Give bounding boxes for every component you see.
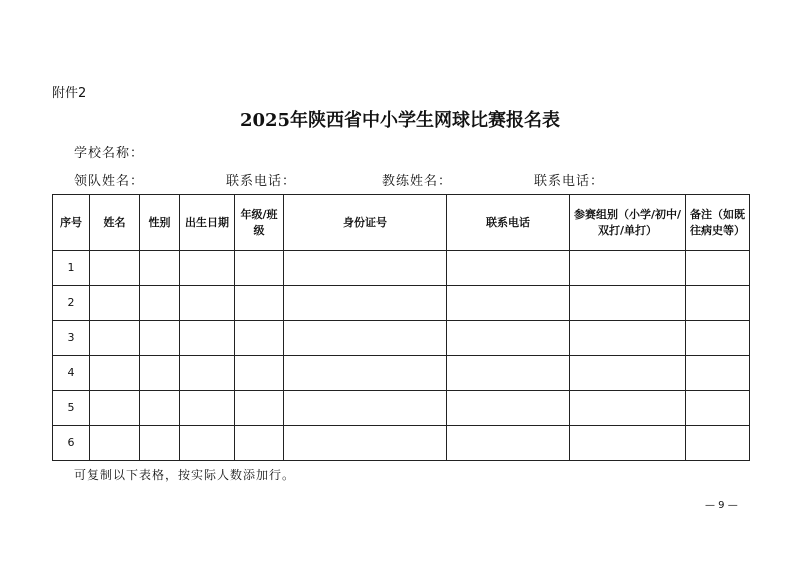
- table-row: [53, 286, 750, 321]
- grade-cell[interactable]: [235, 391, 284, 426]
- header-phone: 联系电话: [447, 195, 570, 251]
- group-cell[interactable]: [570, 286, 686, 321]
- header-gender: 性别: [140, 195, 180, 251]
- table-row: [53, 391, 750, 426]
- row-number: 2: [53, 286, 90, 321]
- phone-cell[interactable]: [447, 286, 570, 321]
- grade-cell[interactable]: [235, 356, 284, 391]
- row-number: 1: [53, 251, 90, 286]
- header-note: 备注（如既往病史等）: [686, 195, 750, 251]
- registration-table: [52, 194, 750, 461]
- coach-phone-field: 联系电话：: [534, 174, 605, 189]
- gender-cell[interactable]: [140, 286, 180, 321]
- birth-cell[interactable]: [180, 391, 235, 426]
- id-cell[interactable]: [284, 286, 447, 321]
- header-group: 参赛组别（小学/初中/双打/单打）: [570, 195, 686, 251]
- gender-cell[interactable]: [140, 356, 180, 391]
- attachment-label: 附件2: [52, 86, 87, 101]
- group-cell[interactable]: [570, 391, 686, 426]
- note-cell[interactable]: [686, 321, 750, 356]
- phone-cell[interactable]: [447, 391, 570, 426]
- table-row: [53, 251, 750, 286]
- row-number: 4: [53, 356, 90, 391]
- id-cell[interactable]: [284, 321, 447, 356]
- header-name: 姓名: [90, 195, 140, 251]
- table-row: [53, 321, 750, 356]
- group-cell[interactable]: [570, 356, 686, 391]
- group-cell[interactable]: [570, 321, 686, 356]
- grade-cell[interactable]: [235, 426, 284, 461]
- header-birth-date: 出生日期: [180, 195, 235, 251]
- page-number: — 9 —: [705, 500, 738, 511]
- note-cell[interactable]: [686, 251, 750, 286]
- note-cell[interactable]: [686, 391, 750, 426]
- name-cell[interactable]: [90, 391, 140, 426]
- id-cell[interactable]: [284, 391, 447, 426]
- birth-cell[interactable]: [180, 321, 235, 356]
- coach-name-field: 教练姓名：: [382, 174, 453, 189]
- leader-phone-field: 联系电话：: [226, 174, 297, 189]
- phone-cell[interactable]: [447, 356, 570, 391]
- phone-cell[interactable]: [447, 426, 570, 461]
- table-row: [53, 356, 750, 391]
- name-cell[interactable]: [90, 286, 140, 321]
- phone-cell[interactable]: [447, 251, 570, 286]
- header-id-number: 身份证号: [284, 195, 447, 251]
- id-cell[interactable]: [284, 251, 447, 286]
- row-number: 3: [53, 321, 90, 356]
- header-grade-class: 年级/班级: [235, 195, 284, 251]
- id-cell[interactable]: [284, 426, 447, 461]
- name-cell[interactable]: [90, 321, 140, 356]
- group-cell[interactable]: [570, 251, 686, 286]
- note-cell[interactable]: [686, 286, 750, 321]
- leader-name-field: 领队姓名：: [74, 174, 145, 189]
- birth-cell[interactable]: [180, 251, 235, 286]
- birth-cell[interactable]: [180, 286, 235, 321]
- table-row: [53, 426, 750, 461]
- birth-cell[interactable]: [180, 426, 235, 461]
- name-cell[interactable]: [90, 251, 140, 286]
- grade-cell[interactable]: [235, 321, 284, 356]
- grade-cell[interactable]: [235, 251, 284, 286]
- id-cell[interactable]: [284, 356, 447, 391]
- note-cell[interactable]: [686, 356, 750, 391]
- gender-cell[interactable]: [140, 321, 180, 356]
- name-cell[interactable]: [90, 356, 140, 391]
- gender-cell[interactable]: [140, 391, 180, 426]
- phone-cell[interactable]: [447, 321, 570, 356]
- school-name-field: 学校名称：: [74, 146, 145, 161]
- gender-cell[interactable]: [140, 426, 180, 461]
- row-number: 5: [53, 391, 90, 426]
- table-header-row: [53, 195, 750, 251]
- grade-cell[interactable]: [235, 286, 284, 321]
- footnote: 可复制以下表格，按实际人数添加行。: [74, 468, 296, 482]
- row-number: 6: [53, 426, 90, 461]
- form-title: 2025年陕西省中小学生网球比赛报名表: [239, 110, 561, 131]
- gender-cell[interactable]: [140, 251, 180, 286]
- note-cell[interactable]: [686, 426, 750, 461]
- group-cell[interactable]: [570, 426, 686, 461]
- name-cell[interactable]: [90, 426, 140, 461]
- birth-cell[interactable]: [180, 356, 235, 391]
- header-seq: 序号: [53, 195, 90, 251]
